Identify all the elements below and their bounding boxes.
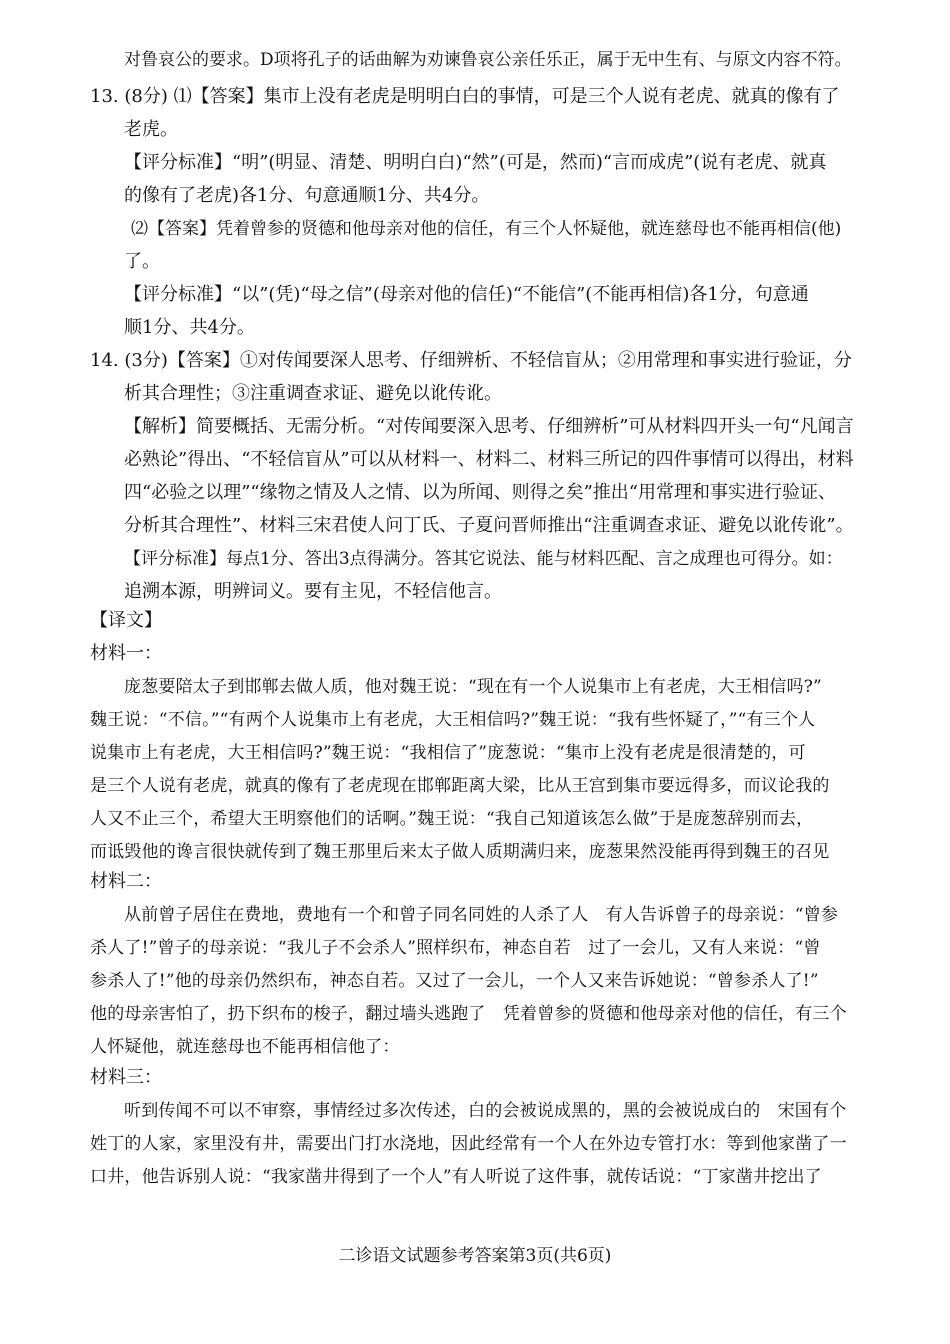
material-2-line: 从前曾子居住在费地，费地有一个和曾子同名同姓的人杀了人 有人告诉曾子的母亲说：“曾参 — [124, 905, 839, 925]
q14-answer-line-2: 析其合理性；③注重调查求证、避免以讹传讹。 — [124, 383, 502, 404]
q14-analysis-line-3: 四“必验之以理”“缘物之情及人之情、以为所闻、则得之矣”推出“用常理和事实进行验证、 — [124, 482, 837, 503]
material-1-line: 魏王说：“不信。”“有两个人说集市上有老虎，大王相信吗?”魏王说：“我有些怀疑了，”“有三个人 — [90, 710, 816, 730]
material-3-line: 姓丁的人家，家里没有井，需要出门打水浇地，因此经常有一个人在外边专管打水：等到他家凿了一 — [90, 1134, 847, 1154]
q14-answer-line-1: 14. (3分)【答案】①对传闻要深人思考、仔细辨析、不轻信盲从；②用常理和事实进行验证，分 — [90, 350, 852, 371]
q13-scoring-2-line-2: 顺1分、共4分。 — [124, 317, 255, 338]
material-2-line: 人怀疑他，就连慈母也不能再相信他了： — [90, 1037, 400, 1057]
material-1-line: 是三个人说有老虎，就真的像有了老虎现在邯郸距离大梁，比从王宫到集市要远得多，而议论我的 — [90, 776, 830, 796]
q13-scoring-1-line-1: 【评分标准】“明”(明显、清楚、明明白白)“然”(可是，然而)“言而成虎”(说有老虎、就真 — [124, 152, 827, 173]
q13-scoring-1-line-2: 的像有了老虎)各1分、句意通顺1分、共4分。 — [124, 185, 490, 206]
material-2-line: 杀人了!”曾子的母亲说：“我儿子不会杀人”照样织布，神态自若 过了一会儿，又有人来说：“曾 — [90, 938, 821, 958]
q14-scoring-line-2: 追溯本源，明辨词义。要有主见，不轻信他言。 — [124, 581, 502, 602]
material-3-line: 口井，他告诉别人说：“我家凿井得到了一个人”有人听说了这件事，就传话说：“丁家凿井挖出了 — [90, 1167, 822, 1187]
page-footer: 二诊语文试题参考答案第3页(共6页) — [338, 1246, 612, 1266]
material-1-line: 人又不止三个，希望大王明察他们的话啊。”魏王说：“我自己知道该怎么做”于是庞葱辞别而去， — [90, 809, 814, 829]
material-1-title: 材料一： — [90, 643, 162, 664]
q13-answer-1-line-1: 13. (8分) ⑴【答案】集市上没有老虎是明明白白的事情，可是三个人说有老虎、就真的像有了 — [90, 86, 840, 107]
material-3-title: 材料三： — [90, 1067, 162, 1088]
q13-scoring-2-line-1: 【评分标准】“以”(凭)“母之信”(母亲对他的信任)“不能信”(不能再相信)各1分，句意通 — [124, 284, 809, 305]
material-3-line: 听到传闻不可以不审察，事情经过多次传述，白的会被说成黑的，黑的会被说成白的 宋国有个 — [124, 1101, 847, 1121]
q14-scoring-line-1: 【评分标准】每点1分、答出3点得满分。答其它说法、能与材料匹配、言之成理也可得分。如： — [124, 549, 843, 569]
material-2-line: 他的母亲害怕了，扔下织布的梭子，翻过墙头逃跑了 凭着曾参的贤德和他母亲对他的信任，有三个 — [90, 1004, 847, 1024]
translation-heading: 【译文】 — [90, 610, 162, 631]
material-1-line: 庞葱要陪太子到邯郸去做人质，他对魏王说：“现在有一个人说集市上有老虎，大王相信吗?” — [124, 677, 822, 697]
material-1-line: 而诋毁他的谗言很快就传到了魏王那里后来太子做人质期满归来，庞葱果然没能再得到魏王的召见 — [90, 842, 830, 862]
q14-analysis-line-1: 【解析】简要概括、无需分析。“对传闻要深入思考、仔细辨析”可从材料四开头一句“凡闻言 — [124, 416, 854, 437]
q14-analysis-line-4: 分析其合理性”、材料三宋君使人问丁氏、子夏问晋师推出“注重调查求证、避免以讹传讹”。 — [124, 515, 854, 536]
material-2-title: 材料二： — [90, 871, 162, 892]
q13-answer-2-line-2: 了。 — [124, 251, 160, 272]
q13-answer-1-line-2: 老虎。 — [124, 119, 178, 140]
q14-analysis-line-2: 必熟论”得出、“不轻信盲从”可以从材料一、材料二、材料三所记的四件事情可以得出，材料 — [124, 449, 854, 470]
material-2-line: 参杀人了!”他的母亲仍然织布，神态自若。又过了一会儿，一个人又来告诉她说：“曾参杀人了!” — [90, 971, 819, 991]
material-1-line: 说集市上有老虎，大王相信吗?”魏王说：“我相信了”庞葱说：“集市上没有老虎是很清楚的，可 — [90, 743, 806, 763]
q13-answer-2-line-1: ⑵【答案】凭着曾参的贤德和他母亲对他的信任，有三个人怀疑他，就连慈母也不能再相信(他) — [131, 219, 842, 239]
answer-12-continuation: 对鲁哀公的要求。D项将孔子的话曲解为劝谏鲁哀公亲任乐正，属于无中生有、与原文内容不符。 — [124, 50, 852, 70]
